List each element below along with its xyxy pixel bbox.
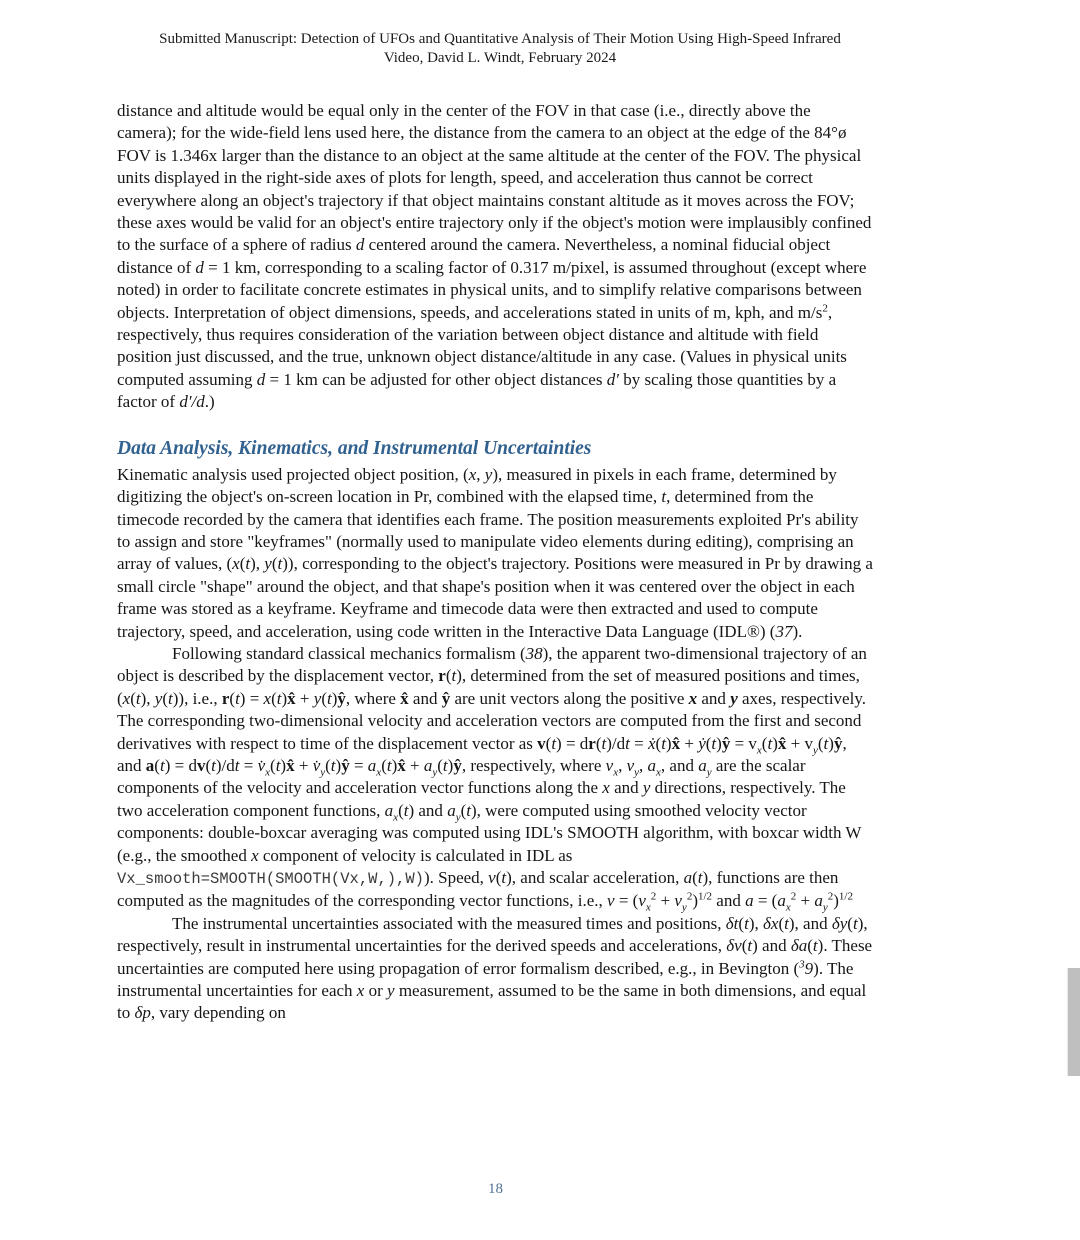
scrollbar-thumb[interactable] (1067, 968, 1080, 1076)
page-body (117, 100, 874, 1025)
running-head-line1: Submitted Manuscript: Detection of UFOs and Quantitative Analysis of Their Motion Using High-Speed Infrared (159, 31, 841, 47)
running-head (100, 30, 900, 68)
paragraph-fov-continuation: distance and altitude would be equal only in the center of the FOV in that case (i.e., directly above the camera); for the wide-field lens used here, the distance from the camera to an object at the edge of the 84°ø FOV is 1.346x larger than the distance to an object at the same altitude at the center of the FOV. The physical units displayed in the right-side axes of plots for length, speed, and acceleration thus cannot be correct everywhere along an object's trajectory if that object maintains constant altitude as it moves across the FOV; these axes would be valid for an object's entire trajectory only if the object's motion were implausibly confined to the surface of a sphere of radius d centered around the camera. Nevertheless, a nominal fiducial object distance of d = 1 km, corresponding to a scaling factor of 0.317 m/pixel, is assumed throughout (except where noted) in order to facilitate concrete estimates in physical units, and to simplify relative comparisons between objects. Interpretation of object dimensions, speeds, and accelerations stated in units of m, kph, and $m/s^2$, respectively, thus requires consideration of the variation between object distance and altitude with field position just discussed, and the true, unknown object distance/altitude in any case. (Values in physical units computed assuming d = 1 km can be adjusted for other object distances d′ by scaling those quantities by a factor of d′/d.) (117, 101, 872, 412)
paragraph-classical-mechanics: Following standard classical mechanics formalism (38), the apparent two-dimensional trajectory of an object is described by the displacement vector, r(t), determined from the set of measured positions and times, (x(t), y(t)), i.e., r(t) = x(t)x̂ + y(t)ŷ, where x̂ and ŷ are unit vectors along the positive x and y axes, respectively. The corresponding two-dimensional velocity and acceleration vectors are computed from the first and second derivatives with respect to time of the displacement vector as v(t) = dr(t)/dt = ẋ(t)x̂ + ẏ(t)ŷ = $v_x(t)x̂$ + $v_y(t)ŷ$, and $a(t) = dv(t)/dt = v̇_x(t)x̂$ + $v̇_y(t)ŷ$ = $a_x(t)x̂$ + $a_y(t)ŷ$, respectively, where $v_x$, $v_y$, $a_x$, and $a_y$ are the scalar components of the velocity and acceleration vector functions along the x and y directions, respectively. The two acceleration component functions, $a_x(t)$ and $a_y(t)$, were computed using smoothed velocity vector components: double-boxcar averaging was computed using IDL's SMOOTH algorithm, with boxcar width W (e.g., the smoothed x component of velocity is calculated in IDL as Vx_smooth=SMOOTH(SMOOTH(Vx,W,),W)). Speed, v(t), and scalar acceleration, a(t), functions are then computed as the magnitudes of the corresponding vector functions, i.e., $v = (v_x^2 + v_y^2)^{1/2}$ and $a = (a_x^2 + a_y^2)^{1/2}$ (117, 643, 867, 914)
page-number: 18 (488, 1181, 503, 1197)
paragraph-instrumental-uncertainties: The instrumental uncertainties associated with the measured times and positions, δt(t), δx(t), and δy(t), respectively, result in instrumental uncertainties for the derived speeds and accelerations, δv(t) and δa(t). These uncertainties are computed here using propagation of error formalism described, e.g., in Bevington ($^3$9). The instrumental uncertainties for each x or y measurement, assumed to be the same in both dimensions, and equal to δp, vary depending on (117, 913, 873, 1023)
running-head-line2: Video, David L. Windt, February 2024 (383, 50, 617, 66)
paragraph-kinematic-analysis: Kinematic analysis used projected object position, (x, y), measured in pixels in each frame, determined by digitizing the object's on-screen location in Pr, combined with the elapsed time, t, determined from the timecode recorded by the camera that identifies each frame. The position measurements exploited Pr's ability to assign and store "keyframes" (normally used to manipulate video elements during editing), comprising an array of values, (x(t), y(t)), corresponding to the object's trajectory. Positions were measured in Pr by drawing a small circle "shape" around the object, and that shape's position when it was centered over the object in each frame was stored as a keyframe. Keyframe and timecode data were then extracted and used to compute trajectory, speed, and acceleration, using code written in the Interactive Data Language (IDL®) (37). (117, 464, 873, 641)
section-heading: Data Analysis, Kinematics, and Instrumental Uncertainties (117, 437, 592, 459)
